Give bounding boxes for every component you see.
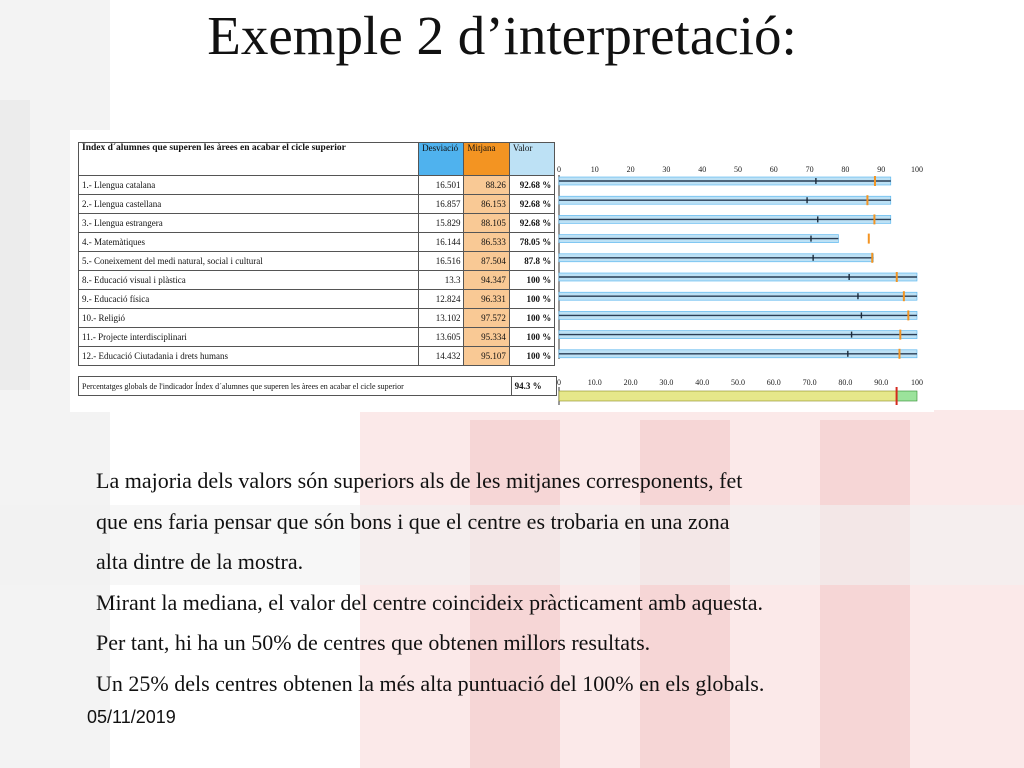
indicator-bar-chart [557, 163, 931, 403]
table-row [79, 214, 631, 233]
global-x-tick-label: 80.0 [838, 378, 853, 387]
column-header-desviacio: Desviació [419, 143, 464, 176]
row-label: 3.- Llengua estrangera [79, 214, 419, 233]
row-valor: 100 % [509, 271, 554, 290]
global-x-tick-label: 70.0 [802, 378, 817, 387]
row-label: 11.- Projecte interdisciplinari [79, 328, 419, 347]
row-label: 5.- Coneixement del medi natural, social i cultural [79, 252, 419, 271]
body-paragraph: Un 25% dels centres obtenen la més alta puntuació del 100% en els globals. [96, 670, 765, 696]
x-tick-label: 40 [698, 165, 707, 174]
global-x-tick-label: 50.0 [731, 378, 745, 387]
global-indicator-row [79, 377, 632, 396]
row-desviacio: 16.857 [419, 195, 464, 214]
row-desviacio: 13.3 [419, 271, 464, 290]
body-paragraph: La majoria dels valors són superiors als de les mitjanes corresponents, fet [96, 468, 743, 493]
row-valor: 87.8 % [509, 252, 554, 271]
table-row [79, 271, 631, 290]
row-label: 4.- Matemàtiques [79, 233, 419, 252]
row-mitjana: 96.331 [464, 290, 509, 309]
row-label: 10.- Religió [79, 309, 419, 328]
global-indicator-value: 94.3 % [511, 377, 556, 396]
row-label: 9.- Educació física [79, 290, 419, 309]
row-desviacio: 15.829 [419, 214, 464, 233]
x-tick-label: 60 [769, 165, 778, 174]
row-valor: 78.05 % [509, 233, 554, 252]
table-row [79, 176, 631, 195]
x-tick-label: 20 [626, 165, 635, 174]
slide-body-text [96, 461, 996, 704]
x-tick-label: 10 [590, 165, 599, 174]
row-mitjana: 88.26 [464, 176, 509, 195]
row-mitjana: 95.107 [464, 347, 509, 366]
x-tick-label: 80 [841, 165, 850, 174]
row-desviacio: 16.501 [419, 176, 464, 195]
slide-title: Exemple 2 d’interpretació: [207, 5, 797, 66]
table-row [79, 195, 631, 214]
row-valor: 100 % [509, 347, 554, 366]
global-x-tick-label: 40.0 [695, 378, 710, 387]
row-mitjana: 86.533 [464, 233, 509, 252]
body-paragraph: Mirant la mediana, el valor del centre coincideix pràcticament amb aquesta. [96, 589, 764, 615]
row-mitjana: 86.153 [464, 195, 509, 214]
column-header-mitjana: Mitjana [464, 143, 509, 176]
global-x-tick-label: 30.0 [659, 378, 674, 387]
row-valor: 92.68 % [509, 176, 554, 195]
row-desviacio: 16.144 [419, 233, 464, 252]
slide-date: 05/11/2019 [87, 707, 176, 727]
indicator-table [78, 142, 631, 366]
row-valor: 100 % [509, 328, 554, 347]
row-valor: 92.68 % [509, 195, 554, 214]
table-row [79, 252, 631, 271]
table-row [79, 347, 631, 366]
table-row [79, 290, 631, 309]
body-paragraph: Per tant, hi ha un 50% de centres que obtenen millors resultats. [96, 630, 651, 655]
global-x-tick-label: 100 [911, 378, 923, 387]
row-desviacio: 12.824 [419, 290, 464, 309]
x-tick-label: 30 [662, 165, 671, 174]
table-header-title: Índex d´alumnes que superen les àrees en acabar el cicle superior [79, 143, 419, 176]
body-paragraph: alta dintre de la mostra. [96, 549, 304, 574]
x-tick-label: 90 [877, 165, 886, 174]
row-label: 8.- Educació visual i plàstica [79, 271, 419, 290]
row-mitjana: 87.504 [464, 252, 509, 271]
row-valor: 92.68 % [509, 214, 554, 233]
table-row [79, 328, 631, 347]
row-desviacio: 16.516 [419, 252, 464, 271]
x-tick-label: 50 [734, 165, 742, 174]
table-row [79, 309, 631, 328]
row-desviacio: 13.605 [419, 328, 464, 347]
global-x-tick-label: 90.0 [874, 378, 889, 387]
row-label: 2.- Llengua castellana [79, 195, 419, 214]
row-label: 1.- Llengua catalana [79, 176, 419, 195]
row-mitjana: 95.334 [464, 328, 509, 347]
global-x-tick-label: 60.0 [766, 378, 781, 387]
global-remainder-bar [897, 391, 917, 401]
global-indicator-label: Percentatges globals de l'indicador Índex d´alumnes que superen les àrees en acabar el cicle superior [79, 377, 512, 396]
row-desviacio: 14.432 [419, 347, 464, 366]
table-row [79, 233, 631, 252]
row-mitjana: 88.105 [464, 214, 509, 233]
table-header-row [79, 143, 631, 176]
global-x-tick-label: 10.0 [587, 378, 602, 387]
row-mitjana: 94.347 [464, 271, 509, 290]
indicator-table-figure [70, 130, 934, 412]
body-paragraph: que ens faria pensar que són bons i que el centre es trobaria en una zona [96, 508, 730, 534]
x-tick-label: 70 [805, 165, 814, 174]
row-valor: 100 % [509, 309, 554, 328]
row-desviacio: 13.102 [419, 309, 464, 328]
row-mitjana: 97.572 [464, 309, 509, 328]
global-value-bar [559, 391, 897, 401]
x-tick-label: 100 [911, 165, 923, 174]
row-valor: 100 % [509, 290, 554, 309]
column-header-valor: Valor [509, 143, 554, 176]
global-indicator-table [78, 376, 631, 396]
row-label: 12.- Educació Ciutadania i drets humans [79, 347, 419, 366]
x-tick-label: 0 [557, 165, 561, 174]
global-x-tick-label: 0 [557, 378, 561, 387]
global-x-tick-label: 20.0 [623, 378, 638, 387]
